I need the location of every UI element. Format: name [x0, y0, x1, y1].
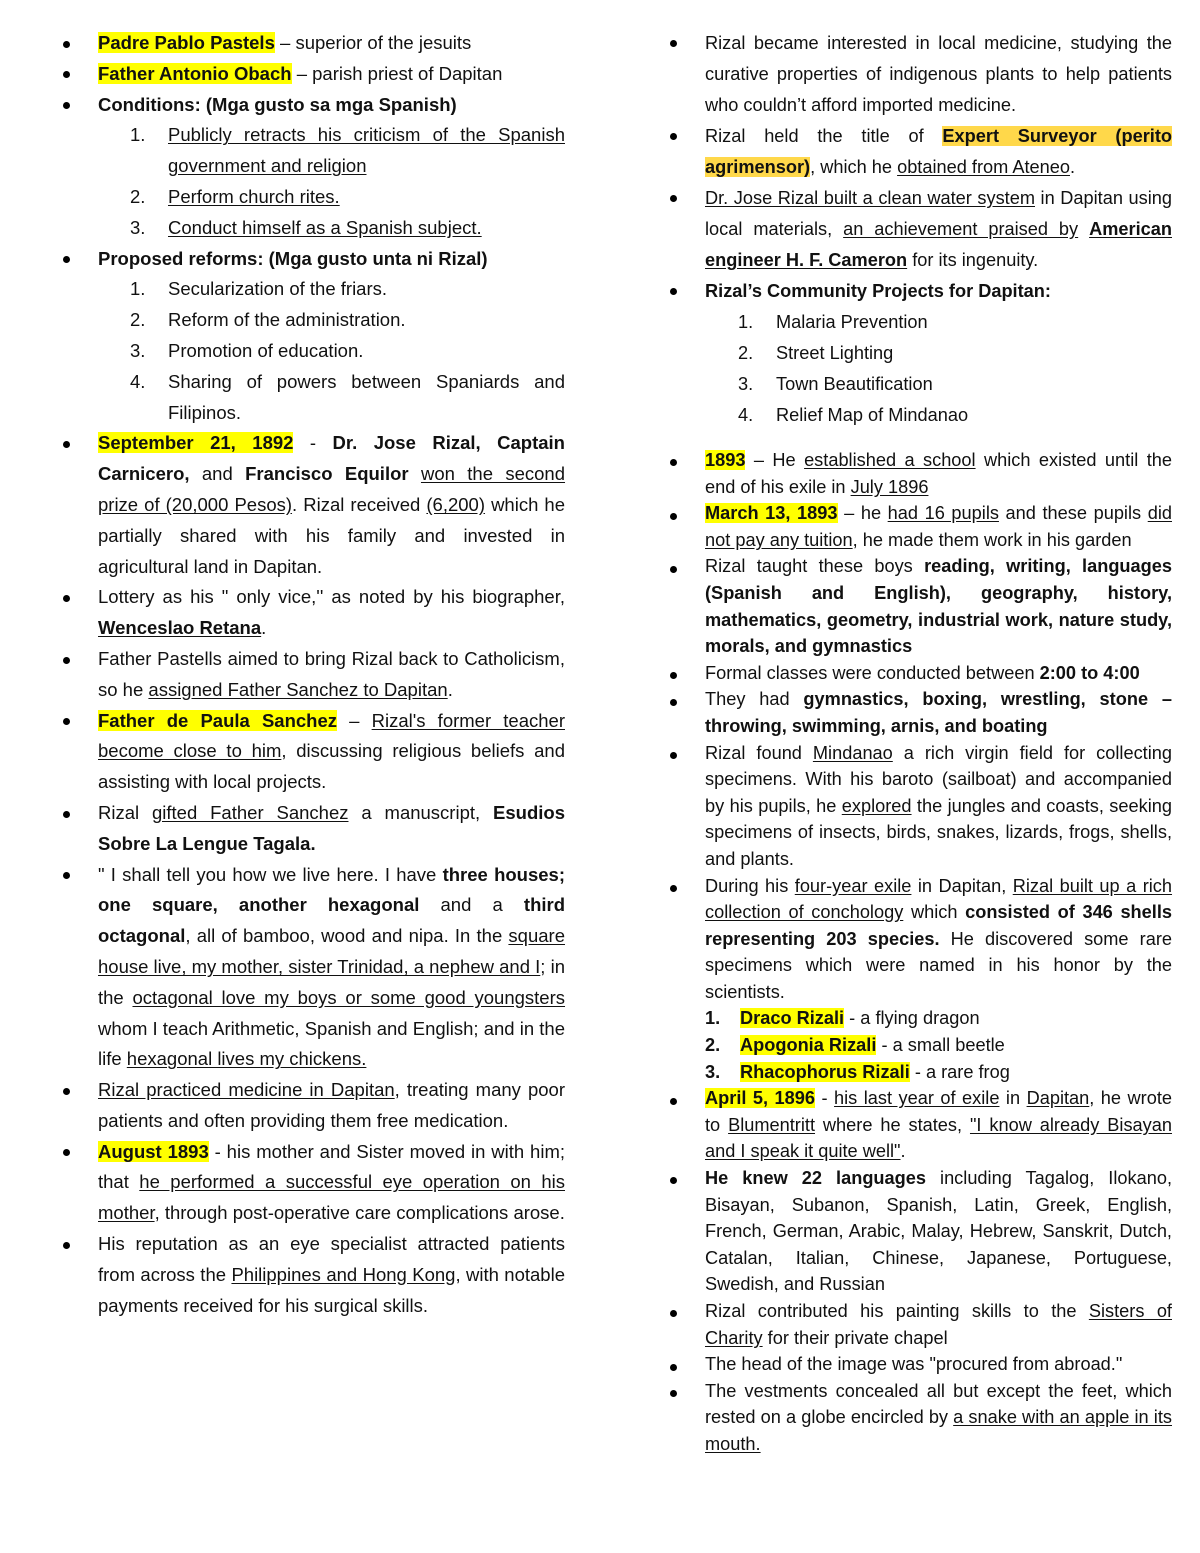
right-column: [705, 28, 1172, 1458]
list-item: March 13, 1893 – he had 16 pupils and these pupils did not pay any tuition, he made them work in his garden: [705, 500, 1172, 553]
list-item: The head of the image was "procured from abroad.": [705, 1351, 1172, 1378]
list-item: Formal classes were conducted between 2:00 to 4:00: [705, 660, 1172, 687]
list-item: [98, 59, 565, 90]
list-item: They had gymnastics, boxing, wrestling, stone – throwing, swimming, arnis, and boating: [705, 686, 1172, 739]
list-item: Dr. Jose Rizal built a clean water system in Dapitan using local materials, an achievement praised by American engineer H. F. Cameron for its ingenuity.: [705, 183, 1172, 276]
item-text: – superior of the jesuits: [274, 32, 472, 53]
list-item: During his four-year exile in Dapitan, Rizal built up a rich collection of conchology which consisted of 346 shells representing 203 species. He discovered some rare specimens which were named in his honor by the scientists. 1. Draco Rizali - a flying dragon 2. Apogonia Rizali - a small beetle 3. Rhacophorus Rizali - a rare frog: [705, 873, 1172, 1086]
list-item: 2. Reform of the administration.: [130, 309, 406, 331]
name-highlight: Padre Pablo Pastels: [98, 32, 275, 53]
list-item: He knew 22 languages including Tagalog, Ilokano, Bisayan, Subanon, Spanish, Latin, Greek, English, French, German, Arabic, Malay, Hebrew, Sanskrit, Dutch, Catalan, Italian, Chinese, Japanese, Portuguese, Swedish, and Russian: [705, 1165, 1172, 1298]
list-item: The vestments concealed all but except the feet, which rested on a globe encircled by a snake with an apple in its mouth.: [705, 1378, 1172, 1458]
list-item: Lottery as his " only vice,'' as noted by his biographer, Wenceslao Retana.: [98, 582, 565, 644]
date-highlight: March 13, 1893: [705, 503, 838, 524]
reforms-heading: Proposed reforms: (Mga gusto unta ni Rizal): [98, 247, 488, 269]
list-item: Rizal held the title of Expert Surveyor (perito agrimensor), which he obtained from Ateneo.: [705, 121, 1172, 183]
list-item: August 1893 - his mother and Sister moved in with him; that he performed a successful eye operation on his mother, through post-operative care complications arose.: [98, 1137, 565, 1229]
conditions-list: [98, 120, 565, 243]
left-column: [98, 28, 565, 1321]
list-item: Rizal found Mindanao a rich virgin field for collecting specimens. With his baroto (sailboat) and accompanied by his pupils, he explored the jungles and coasts, seeking specimens of insects, birds, snakes, lizards, frogs, shells, and plants.: [705, 740, 1172, 873]
name-highlight: Father de Paula Sanchez: [98, 709, 338, 731]
list-item: Rizal practiced medicine in Dapitan, treating many poor patients and often providing them free medication.: [98, 1075, 565, 1137]
title-highlight: Expert Surveyor (perito agrimensor): [705, 126, 1172, 177]
list-item: April 5, 1896 - his last year of exile in Dapitan, he wrote to Blumentritt where he states, "I know already Bisayan and I speak it quite well".: [705, 1085, 1172, 1165]
list-item: 3. Conduct himself as a Spanish subject.: [130, 216, 482, 238]
list-item: His reputation as an eye specialist attracted patients from across the Philippines and Hong Kong, with notable payments received for his surgical skills.: [98, 1229, 565, 1321]
item-text: – parish priest of Dapitan: [291, 62, 503, 84]
list-item: [98, 90, 565, 244]
list-item: Father Pastells aimed to bring Rizal back to Catholicism, so he assigned Father Sanchez to Dapitan.: [98, 644, 565, 706]
list-item: 1. Publicly retracts his criticism of the Spanish government and religion: [130, 124, 565, 177]
list-item: Father de Paula Sanchez – Rizal's former teacher become close to him, discussing religious beliefs and assisting with local projects.: [98, 706, 565, 798]
left-bullet-list: [98, 28, 565, 1321]
list-item: 3. Promotion of education.: [130, 339, 364, 361]
list-item: 2. Street Lighting: [738, 343, 894, 363]
list-item: 1. Draco Rizali - a flying dragon: [705, 1008, 980, 1029]
list-item: 4. Relief Map of Mindanao: [738, 405, 969, 425]
list-item: Rizal became interested in local medicine, studying the curative properties of indigenous plants to help patients who couldn’t afford imported medicine.: [705, 28, 1172, 121]
list-item: Rizal gifted Father Sanchez a manuscript, Esudios Sobre La Lengue Tagala.: [98, 798, 565, 860]
list-item: 2. Perform church rites.: [130, 185, 340, 207]
list-item: [98, 28, 565, 59]
list-item: Rizal contributed his painting skills to the Sisters of Charity for their private chapel: [705, 1298, 1172, 1351]
list-item: [705, 276, 1172, 431]
date-highlight: 1893: [705, 450, 746, 470]
species-list: [705, 1005, 1172, 1085]
list-item: 2. Apogonia Rizali - a small beetle: [705, 1035, 1005, 1056]
projects-heading: Rizal’s Community Projects for Dapitan:: [705, 281, 1051, 301]
list-item: Rizal taught these boys reading, writing, languages (Spanish and English), geography, history, mathematics, geometry, industrial work, nature study, morals, and gymnastics: [705, 553, 1172, 659]
reforms-list: [98, 274, 565, 428]
list-item: 3. Town Beautification: [738, 374, 933, 394]
conditions-heading: Conditions: (Mga gusto sa mga Spanish): [98, 93, 457, 115]
list-item: 1. Secularization of the friars.: [130, 278, 388, 300]
list-item: 4. Sharing of powers between Spaniards and Filipinos.: [130, 370, 565, 423]
list-item: 1. Malaria Prevention: [738, 312, 928, 332]
date-highlight: September 21, 1892: [98, 432, 294, 454]
list-item: " I shall tell you how we live here. I have three houses; one square, another hexagonal and a third octagonal, all of bamboo, wood and nipa. In the square house live, my mother, sister Trinidad, a nephew and I; in the octagonal love my boys or some good youngsters whom I teach Arithmetic, Spanish and English; and in the life hexagonal lives my chickens.: [98, 860, 565, 1076]
projects-list: [705, 307, 1172, 431]
right-bullet-list: [705, 28, 1172, 1458]
list-item: September 21, 1892 - Dr. Jose Rizal, Captain Carnicero, and Francisco Equilor won the second prize of (20,000 Pesos). Rizal received (6,200) which he partially shared with his family and invested in agricultural land in Dapitan.: [98, 428, 565, 582]
list-item: 1893 – He established a school which existed until the end of his exile in July 1896: [705, 447, 1172, 500]
date-highlight: August 1893: [98, 1140, 209, 1162]
name-highlight: Father Antonio Obach: [98, 62, 292, 84]
date-highlight: April 5, 1896: [705, 1088, 816, 1109]
list-item: 3. Rhacophorus Rizali - a rare frog: [705, 1061, 1010, 1082]
list-item: [98, 244, 565, 429]
